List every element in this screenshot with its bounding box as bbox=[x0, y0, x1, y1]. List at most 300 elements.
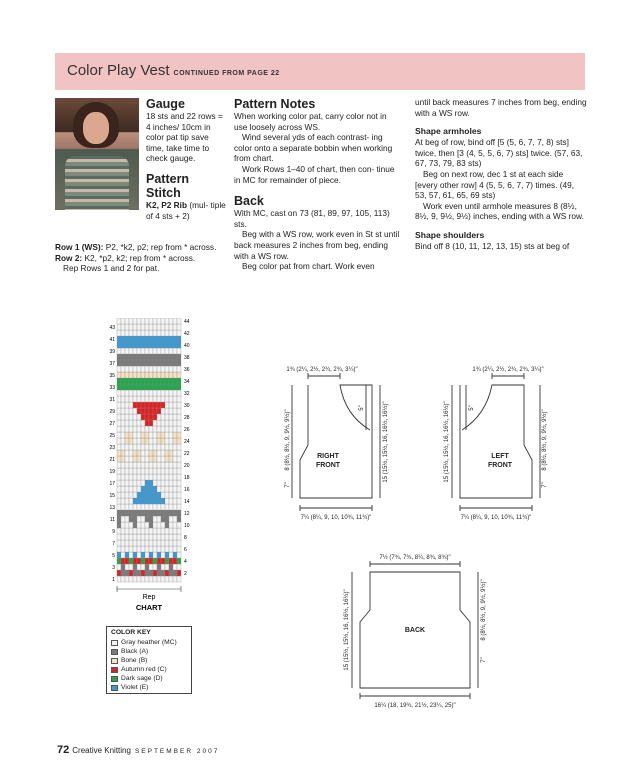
chart-cell bbox=[117, 372, 121, 378]
chart-cell bbox=[133, 360, 137, 366]
chart-cell bbox=[133, 492, 137, 498]
rep-label: Rep bbox=[142, 594, 156, 601]
chart-cell bbox=[129, 330, 133, 336]
chart-cell bbox=[145, 336, 149, 342]
chart-cell bbox=[161, 456, 165, 462]
chart-cell bbox=[169, 420, 173, 426]
chart-cell bbox=[177, 510, 181, 516]
chart-cell bbox=[121, 330, 125, 336]
chart-cell bbox=[121, 408, 125, 414]
chart-cell bbox=[169, 378, 173, 384]
chart-cell bbox=[177, 342, 181, 348]
chart-row-number: 43 bbox=[109, 325, 115, 331]
chart-cell bbox=[125, 570, 129, 576]
color-swatch bbox=[111, 649, 118, 655]
chart-cell bbox=[145, 516, 149, 522]
chart-cell bbox=[145, 432, 149, 438]
chart-row-number: 33 bbox=[109, 385, 115, 391]
chart-cell bbox=[173, 324, 177, 330]
chart-cell bbox=[141, 336, 145, 342]
chart-cell bbox=[177, 372, 181, 378]
gauge-section bbox=[146, 97, 226, 221]
chart-cell bbox=[165, 426, 169, 432]
chart-cell bbox=[153, 324, 157, 330]
chart-cell bbox=[173, 414, 177, 420]
chart-cell bbox=[161, 558, 165, 564]
chart-cell bbox=[117, 570, 121, 576]
chart-cell bbox=[117, 462, 121, 468]
chart-cell bbox=[177, 420, 181, 426]
chart-cell bbox=[133, 438, 137, 444]
chart-cell bbox=[169, 414, 173, 420]
chart-cell bbox=[133, 540, 137, 546]
chart-cell bbox=[117, 408, 121, 414]
chart-cell bbox=[149, 456, 153, 462]
chart-cell bbox=[145, 372, 149, 378]
chart-cell bbox=[145, 498, 149, 504]
chart-cell bbox=[141, 450, 145, 456]
chart-cell bbox=[133, 558, 137, 564]
chart-row-number: 30 bbox=[184, 403, 190, 409]
chart-cell bbox=[137, 426, 141, 432]
chart-cell bbox=[129, 462, 133, 468]
chart-cell bbox=[137, 408, 141, 414]
chart-row-number: 15 bbox=[109, 493, 115, 499]
chart-cell bbox=[117, 384, 121, 390]
chart-cell bbox=[169, 372, 173, 378]
chart-cell bbox=[153, 558, 157, 564]
chart-cell bbox=[133, 504, 137, 510]
chart-row-number: 12 bbox=[184, 511, 190, 517]
chart-row-number: 27 bbox=[109, 421, 115, 427]
chart-cell bbox=[133, 444, 137, 450]
chart-cell bbox=[169, 450, 173, 456]
chart-cell bbox=[121, 432, 125, 438]
chart-cell bbox=[157, 360, 161, 366]
chart-cell bbox=[157, 342, 161, 348]
chart-cell bbox=[121, 384, 125, 390]
chart-cell bbox=[121, 570, 125, 576]
chart-left-numbers bbox=[109, 325, 115, 583]
chart-cell bbox=[137, 498, 141, 504]
chart-cell bbox=[161, 498, 165, 504]
chart-cell bbox=[125, 462, 129, 468]
chart-cell bbox=[149, 348, 153, 354]
chart-cell bbox=[169, 336, 173, 342]
chart-cell bbox=[173, 504, 177, 510]
chart-cell bbox=[141, 516, 145, 522]
chart-cell bbox=[173, 384, 177, 390]
chart-cell bbox=[153, 330, 157, 336]
chart-cell bbox=[133, 414, 137, 420]
chart-row-number: 31 bbox=[109, 397, 115, 403]
chart-cell bbox=[125, 480, 129, 486]
chart-cell bbox=[137, 372, 141, 378]
rf-label1: RIGHT bbox=[317, 453, 339, 460]
rf-lower-dim: 7" bbox=[285, 482, 291, 488]
chart-cell bbox=[173, 570, 177, 576]
chart-cell bbox=[153, 468, 157, 474]
chart-cell bbox=[125, 522, 129, 528]
rf-top-dim: 1¾ (2¼, 2½, 2¾, 2¾, 3¼)" bbox=[286, 367, 358, 373]
chart-cell bbox=[137, 366, 141, 372]
gauge-text: 18 sts and 22 rows = 4 inches/ 10cm in color pat tip save time, take time to check gauge. bbox=[146, 111, 223, 164]
chart-cell bbox=[125, 360, 129, 366]
chart-cell bbox=[153, 360, 157, 366]
chart-cell bbox=[133, 420, 137, 426]
chart-cell bbox=[157, 426, 161, 432]
chart-cell bbox=[161, 510, 165, 516]
chart-cell bbox=[125, 420, 129, 426]
chart-cell bbox=[173, 558, 177, 564]
chart-cell bbox=[173, 498, 177, 504]
chart-cell bbox=[149, 504, 153, 510]
notes-p2: Wind several yds of each contrast- ing color onto a separate bobbin when working from chart. bbox=[234, 132, 393, 164]
chart-row-number: 9 bbox=[112, 529, 115, 535]
chart-cell bbox=[121, 420, 125, 426]
chart-cell bbox=[129, 504, 133, 510]
chart-cell bbox=[145, 522, 149, 528]
chart-cell bbox=[161, 420, 165, 426]
chart-cell bbox=[157, 540, 161, 546]
chart-cell bbox=[137, 528, 141, 534]
chart-cell bbox=[153, 474, 157, 480]
chart-cell bbox=[169, 330, 173, 336]
chart-cell bbox=[121, 516, 125, 522]
chart-cell bbox=[141, 438, 145, 444]
chart-cell bbox=[153, 462, 157, 468]
chart-cell bbox=[173, 510, 177, 516]
chart-cell bbox=[117, 558, 121, 564]
rf-bottom-dim: 7¼ (8¼, 9, 10, 10¾, 11¾)" bbox=[300, 515, 372, 521]
chart-cell bbox=[133, 408, 137, 414]
chart-cell bbox=[133, 564, 137, 570]
chart-cell bbox=[173, 420, 177, 426]
chart-cell bbox=[165, 420, 169, 426]
chart-cell bbox=[153, 372, 157, 378]
chart-cell bbox=[145, 426, 149, 432]
chart-cell bbox=[153, 498, 157, 504]
chart-cell bbox=[161, 384, 165, 390]
chart-cell bbox=[157, 492, 161, 498]
chart-cell bbox=[153, 402, 157, 408]
chart-cell bbox=[125, 384, 129, 390]
chart-row-number: 25 bbox=[109, 433, 115, 439]
chart-cell bbox=[137, 384, 141, 390]
chart-row-number: 10 bbox=[184, 523, 190, 529]
notes-p1: When working color pat, carry color not in use loosely across WS. bbox=[234, 111, 387, 132]
chart-row-number: 35 bbox=[109, 373, 115, 379]
chart-cell bbox=[169, 546, 173, 552]
chart-cell bbox=[129, 354, 133, 360]
chart-cell bbox=[141, 396, 145, 402]
chart-row-number: 39 bbox=[109, 349, 115, 355]
chart-cell bbox=[133, 426, 137, 432]
chart-cell bbox=[137, 390, 141, 396]
chart-cell bbox=[121, 576, 125, 582]
chart-cell bbox=[149, 534, 153, 540]
chart-cell bbox=[153, 564, 157, 570]
color-key-label: Bone (B) bbox=[121, 657, 148, 664]
chart-cell bbox=[133, 318, 137, 324]
chart-cell bbox=[161, 390, 165, 396]
chart-cell bbox=[133, 342, 137, 348]
chart-cell bbox=[117, 522, 121, 528]
chart-cell bbox=[173, 534, 177, 540]
chart-cell bbox=[173, 456, 177, 462]
chart-cell bbox=[129, 414, 133, 420]
chart-cell bbox=[149, 408, 153, 414]
chart-cell bbox=[117, 336, 121, 342]
chart-cell bbox=[133, 474, 137, 480]
chart-cell bbox=[125, 558, 129, 564]
chart-cell bbox=[117, 576, 121, 582]
color-key-item bbox=[111, 647, 187, 656]
chart-cell bbox=[133, 384, 137, 390]
chart-cell bbox=[121, 486, 125, 492]
chart-cell bbox=[129, 558, 133, 564]
chart-cell bbox=[173, 396, 177, 402]
chart-cell bbox=[169, 408, 173, 414]
chart-cell bbox=[117, 318, 121, 324]
chart-cell bbox=[161, 474, 165, 480]
chart-cell bbox=[165, 546, 169, 552]
chart-label: CHART bbox=[135, 603, 163, 612]
chart-cell bbox=[117, 414, 121, 420]
chart-cell bbox=[141, 498, 145, 504]
chart-cell bbox=[149, 372, 153, 378]
chart-cell bbox=[173, 474, 177, 480]
row1-label: Row 1 (WS): bbox=[55, 242, 104, 252]
chart-cell bbox=[165, 408, 169, 414]
chart-cell bbox=[137, 336, 141, 342]
color-key-item bbox=[111, 638, 187, 647]
chart-cell bbox=[125, 492, 129, 498]
chart-cell bbox=[169, 360, 173, 366]
gauge-heading: Gauge bbox=[146, 97, 185, 111]
chart-cell bbox=[157, 504, 161, 510]
chart-cell bbox=[125, 486, 129, 492]
chart-grid bbox=[117, 318, 181, 582]
chart-cell bbox=[125, 444, 129, 450]
chart-cell bbox=[173, 450, 177, 456]
shoulders-heading: Shape shoulders bbox=[415, 229, 485, 240]
chart-cell bbox=[165, 354, 169, 360]
chart-row-number: 17 bbox=[109, 481, 115, 487]
chart-cell bbox=[177, 576, 181, 582]
col3-p1: until back measures 7 inches from beg, ending with a WS row. bbox=[415, 97, 587, 118]
stitch-name: K2, P2 Rib bbox=[146, 199, 188, 210]
chart-cell bbox=[153, 414, 157, 420]
chart-cell bbox=[117, 360, 121, 366]
chart-cell bbox=[129, 474, 133, 480]
chart-cell bbox=[177, 570, 181, 576]
chart-cell bbox=[117, 348, 121, 354]
chart-cell bbox=[177, 396, 181, 402]
chart-cell bbox=[117, 330, 121, 336]
chart-cell bbox=[117, 456, 121, 462]
chart-row-number: 21 bbox=[109, 457, 115, 463]
chart-cell bbox=[121, 318, 125, 324]
chart-cell bbox=[153, 318, 157, 324]
chart-cell bbox=[117, 504, 121, 510]
chart-cell bbox=[157, 462, 161, 468]
chart-cell bbox=[177, 330, 181, 336]
chart-cell bbox=[121, 522, 125, 528]
chart-cell bbox=[177, 558, 181, 564]
chart-cell bbox=[117, 450, 121, 456]
chart-cell bbox=[161, 348, 165, 354]
chart-cell bbox=[149, 402, 153, 408]
chart-cell bbox=[125, 378, 129, 384]
chart-cell bbox=[141, 366, 145, 372]
chart-cell bbox=[149, 366, 153, 372]
chart-cell bbox=[157, 318, 161, 324]
chart-cell bbox=[173, 336, 177, 342]
chart-cell bbox=[133, 522, 137, 528]
row2-label: Row 2: bbox=[55, 252, 83, 263]
chart-cell bbox=[165, 450, 169, 456]
chart-cell bbox=[137, 564, 141, 570]
chart-cell bbox=[161, 414, 165, 420]
chart-cell bbox=[141, 354, 145, 360]
chart-cell bbox=[121, 366, 125, 372]
chart-cell bbox=[177, 486, 181, 492]
chart-cell bbox=[117, 474, 121, 480]
lf-lower-dim: 7" bbox=[542, 482, 548, 488]
chart-cell bbox=[137, 444, 141, 450]
chart-cell bbox=[153, 444, 157, 450]
chart-cell bbox=[145, 402, 149, 408]
chart-cell bbox=[125, 534, 129, 540]
chart-row-number: 20 bbox=[184, 463, 190, 469]
chart-cell bbox=[121, 480, 125, 486]
col3-p3: Beg on next row, dec 1 st at each side [every other row] 4 (5, 5, 6, 7, 7) times. (49, 53, 57, 61, 65, 69 sts) bbox=[415, 168, 575, 201]
chart-row-number: 7 bbox=[112, 541, 115, 547]
chart-cell bbox=[129, 546, 133, 552]
chart-cell bbox=[177, 492, 181, 498]
chart-cell bbox=[173, 318, 177, 324]
chart-cell bbox=[145, 360, 149, 366]
chart-cell bbox=[141, 546, 145, 552]
chart-cell bbox=[145, 438, 149, 444]
chart-cell bbox=[145, 378, 149, 384]
chart-cell bbox=[165, 528, 169, 534]
chart-cell bbox=[149, 444, 153, 450]
chart-cell bbox=[149, 552, 153, 558]
chart-row-number: 42 bbox=[184, 331, 190, 337]
chart-cell bbox=[177, 552, 181, 558]
chart-cell bbox=[161, 402, 165, 408]
chart-cell bbox=[121, 510, 125, 516]
chart-cell bbox=[117, 396, 121, 402]
chart-cell bbox=[149, 468, 153, 474]
chart-cell bbox=[153, 426, 157, 432]
chart-row-number: 11 bbox=[109, 517, 115, 523]
chart-cell bbox=[161, 486, 165, 492]
chart-row-number: 5 bbox=[112, 553, 115, 559]
chart-cell bbox=[161, 552, 165, 558]
color-key-title: COLOR KEY bbox=[111, 629, 151, 636]
chart-cell bbox=[129, 438, 133, 444]
chart-cell bbox=[121, 462, 125, 468]
chart-cell bbox=[157, 336, 161, 342]
chart-cell bbox=[169, 366, 173, 372]
chart-cell bbox=[169, 516, 173, 522]
chart-cell bbox=[125, 432, 129, 438]
back-heading: Back bbox=[234, 194, 264, 209]
chart-cell bbox=[161, 318, 165, 324]
color-chart bbox=[109, 318, 199, 623]
chart-cell bbox=[117, 390, 121, 396]
chart-cell bbox=[133, 330, 137, 336]
chart-cell bbox=[161, 570, 165, 576]
chart-cell bbox=[145, 552, 149, 558]
chart-cell bbox=[137, 546, 141, 552]
chart-cell bbox=[117, 432, 121, 438]
chart-cell bbox=[177, 504, 181, 510]
chart-cell bbox=[177, 528, 181, 534]
chart-cell bbox=[133, 378, 137, 384]
chart-cell bbox=[169, 348, 173, 354]
chart-cell bbox=[169, 468, 173, 474]
chart-cell bbox=[173, 354, 177, 360]
chart-cell bbox=[141, 528, 145, 534]
chart-cell bbox=[137, 330, 141, 336]
chart-cell bbox=[165, 576, 169, 582]
chart-cell bbox=[169, 486, 173, 492]
chart-row-number: 29 bbox=[109, 409, 115, 415]
chart-cell bbox=[169, 438, 173, 444]
chart-cell bbox=[125, 504, 129, 510]
chart-cell bbox=[157, 528, 161, 534]
chart-cell bbox=[161, 528, 165, 534]
chart-cell bbox=[161, 330, 165, 336]
chart-cell bbox=[145, 570, 149, 576]
chart-cell bbox=[121, 498, 125, 504]
chart-cell bbox=[169, 396, 173, 402]
chart-cell bbox=[125, 576, 129, 582]
chart-cell bbox=[153, 396, 157, 402]
chart-row-number: 4 bbox=[184, 559, 187, 565]
chart-cell bbox=[121, 456, 125, 462]
chart-cell bbox=[125, 402, 129, 408]
chart-cell bbox=[145, 468, 149, 474]
notes-column bbox=[234, 97, 402, 272]
chart-cell bbox=[125, 408, 129, 414]
chart-cell bbox=[137, 348, 141, 354]
chart-cell bbox=[125, 354, 129, 360]
chart-cell bbox=[133, 396, 137, 402]
chart-cell bbox=[133, 516, 137, 522]
chart-cell bbox=[145, 576, 149, 582]
chart-cell bbox=[177, 534, 181, 540]
chart-cell bbox=[129, 318, 133, 324]
chart-cell bbox=[129, 492, 133, 498]
chart-cell bbox=[169, 480, 173, 486]
chart-cell bbox=[117, 552, 121, 558]
chart-cell bbox=[125, 450, 129, 456]
chart-row-number: 32 bbox=[184, 391, 190, 397]
chart-cell bbox=[165, 318, 169, 324]
chart-cell bbox=[121, 540, 125, 546]
chart-cell bbox=[153, 480, 157, 486]
chart-cell bbox=[133, 366, 137, 372]
chart-cell bbox=[153, 528, 157, 534]
chart-cell bbox=[157, 552, 161, 558]
chart-cell bbox=[177, 378, 181, 384]
chart-row-number: 24 bbox=[184, 439, 190, 445]
